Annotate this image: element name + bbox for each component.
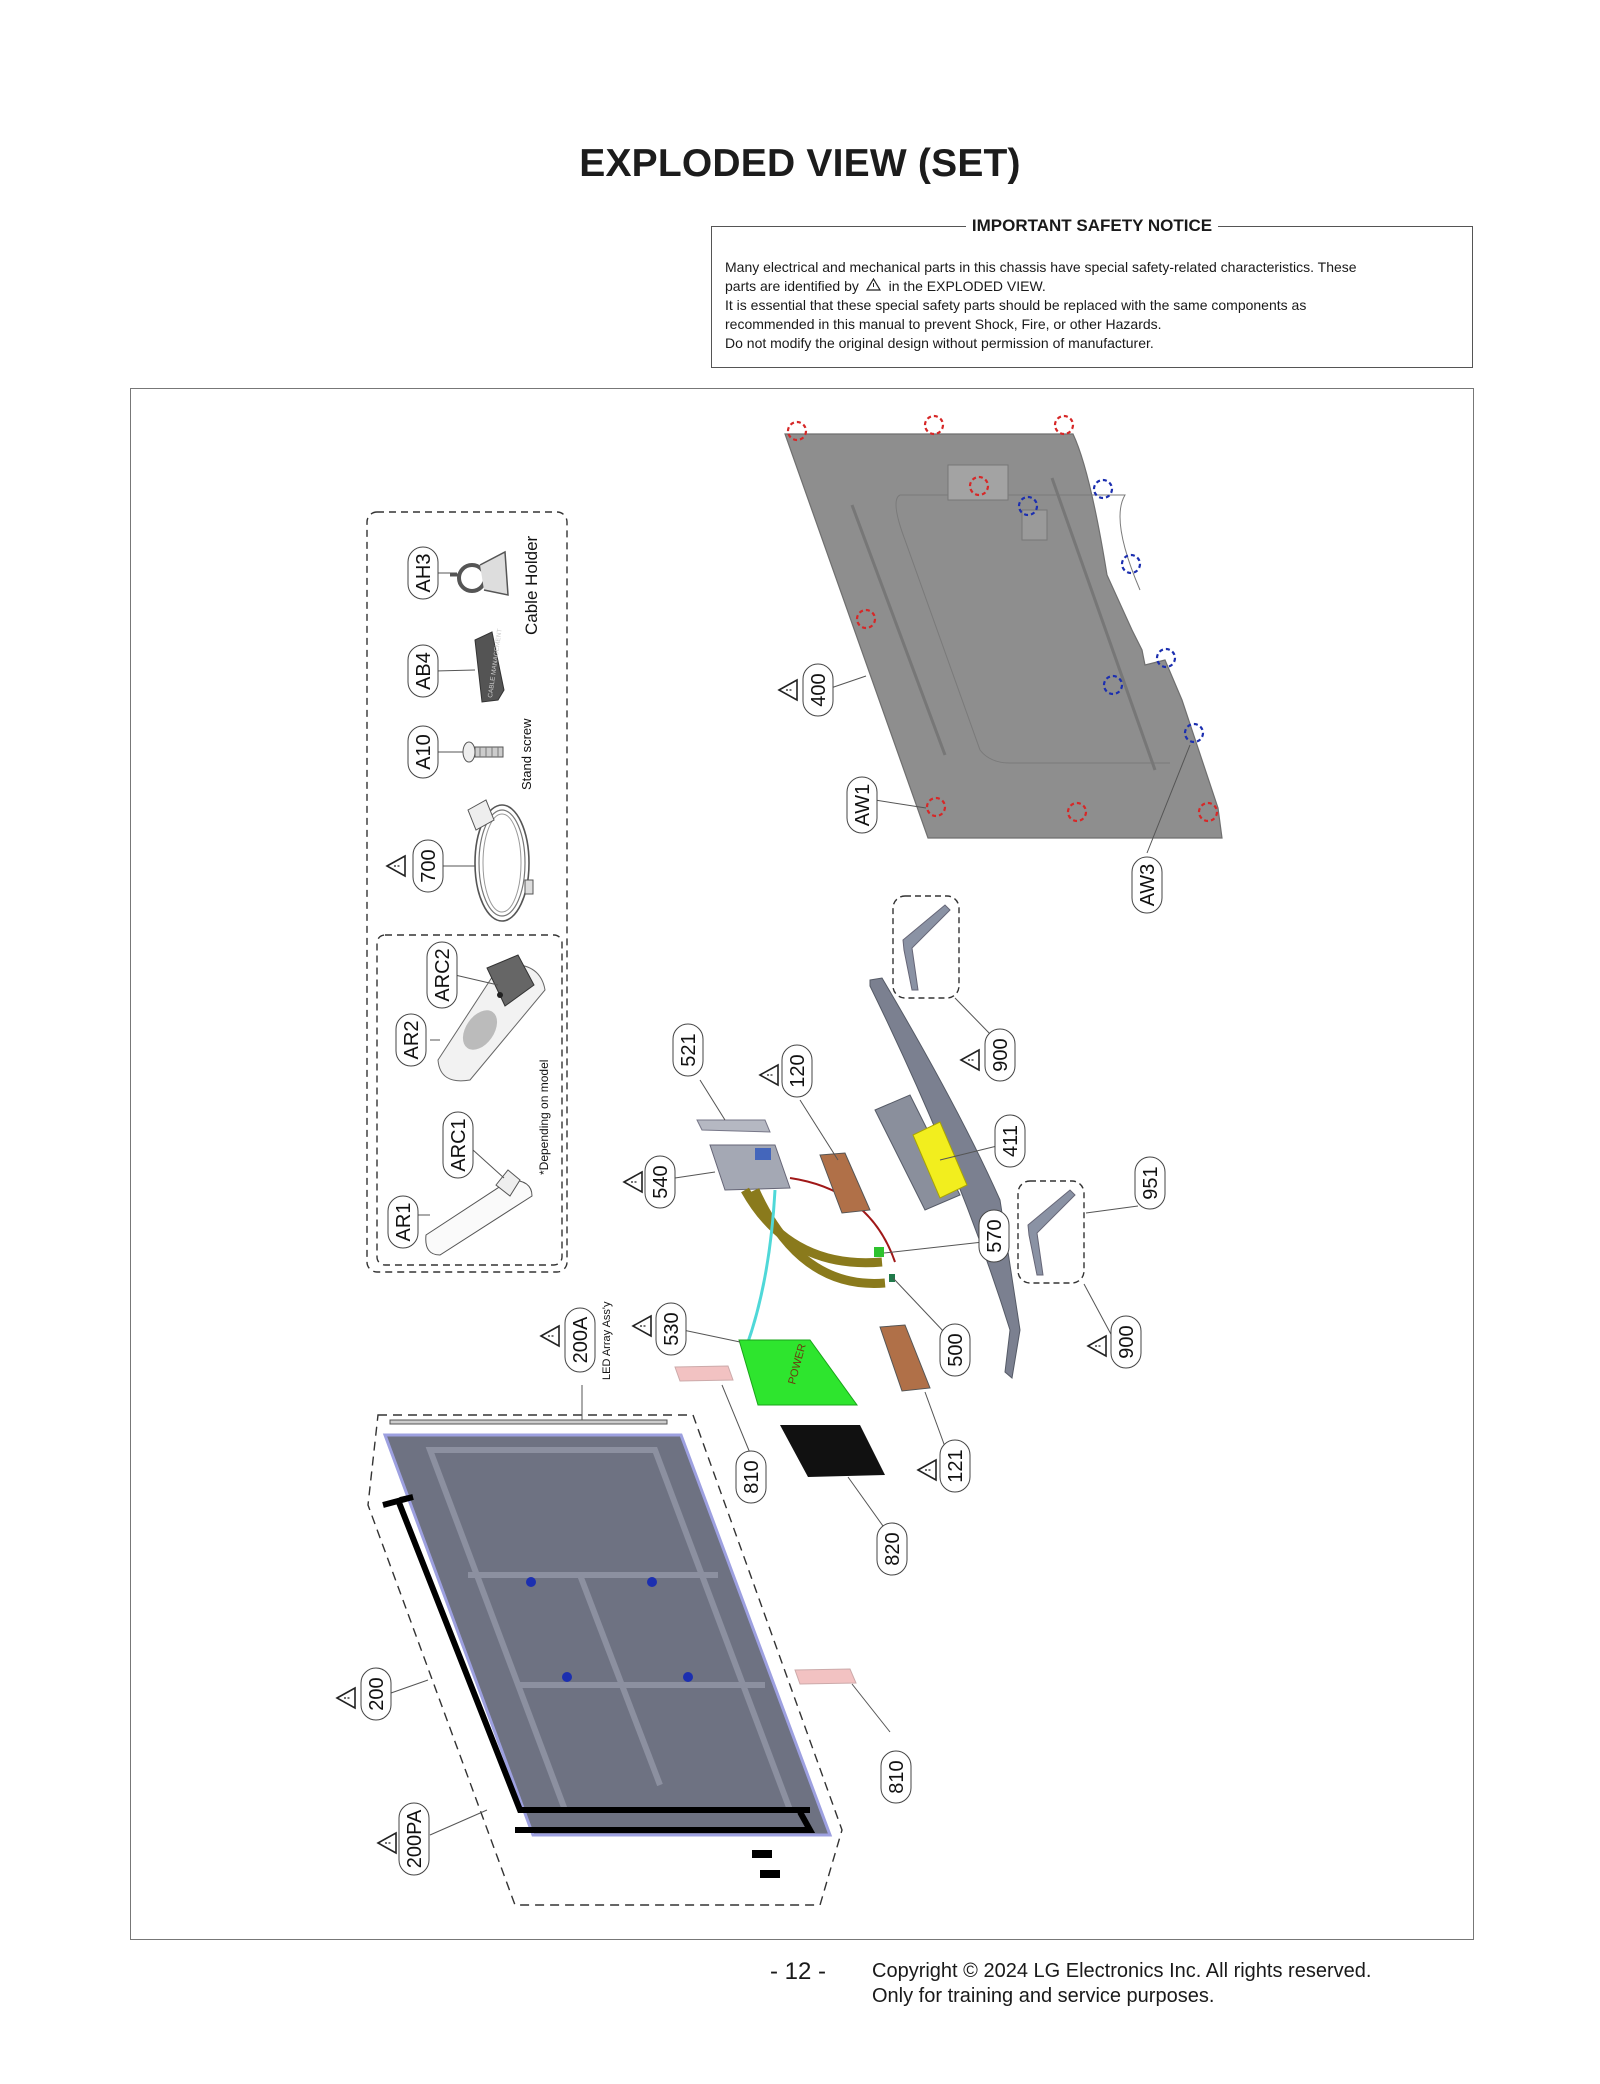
svg-text:810: 810 [741,1460,763,1494]
svg-text:ARC2: ARC2 [432,948,454,1002]
remote-control-1-icon [426,1180,532,1255]
svg-text:CABLE MANAGEMENT: CABLE MANAGEMENT [487,628,504,699]
callout-521[interactable] [673,1024,703,1076]
svg-text:200A: 200A [570,1316,592,1364]
warning-icon-200 [337,1688,355,1708]
notice-line-2-post: in the EXPLODED VIEW. [888,278,1046,294]
callout-AB4[interactable] [408,645,438,697]
callout-121[interactable] [940,1440,970,1492]
safety-notice-heading: IMPORTANT SAFETY NOTICE [966,216,1218,235]
callout-700[interactable] [413,840,443,892]
stand-lower-icon [1018,1181,1084,1283]
callout-530[interactable] [656,1303,686,1355]
svg-text:900: 900 [1116,1325,1138,1359]
callout-820[interactable] [877,1523,907,1575]
copyright-line-1: Copyright © 2024 LG Electronics Inc. All rights reserved. [872,1960,1372,1982]
svg-text:121: 121 [945,1449,967,1483]
insulator-sheet-icon [780,1425,885,1477]
speaker-121-icon [880,1325,930,1391]
cable-management-bar-icon [475,628,504,702]
main-board-icon [710,1145,790,1190]
callout-AR2[interactable] [396,1014,426,1066]
svg-text:ARC1: ARC1 [448,1118,470,1172]
led-array-icon [390,1420,667,1424]
ir-board-570-icon [874,1247,884,1257]
callout-ARC1[interactable] [443,1112,473,1178]
callout-540[interactable] [645,1156,675,1208]
svg-text:810: 810 [886,1760,908,1794]
speaker-120-icon [820,1153,870,1213]
callout-951[interactable] [1135,1157,1165,1209]
callout-120[interactable] [782,1045,812,1097]
svg-text:530: 530 [661,1312,683,1346]
cable-holder-caption: Cable Holder [522,535,541,635]
svg-text:570: 570 [984,1219,1006,1253]
stand-screw-icon [463,742,503,762]
notice-line-3: It is essential that these special safety parts should be replaced with the same components as [725,297,1307,313]
callout-900-upper[interactable] [985,1029,1015,1081]
warning-icon-400 [779,680,797,700]
svg-text:AB4: AB4 [413,652,435,690]
led-array-caption: LED Array Ass'y [601,1301,613,1380]
warning-icon-900-upper [961,1050,979,1070]
callout-200A[interactable] [565,1308,595,1372]
svg-text:120: 120 [787,1054,809,1088]
svg-text:AH3: AH3 [413,553,435,593]
stand-upper-icon [893,896,959,998]
callout-AW1[interactable] [847,777,877,833]
callout-400[interactable] [803,664,833,716]
callout-810-upper[interactable] [736,1451,766,1503]
label-810-lower-icon [795,1669,856,1684]
svg-text:411: 411 [1000,1125,1022,1157]
copyright-line-2: Only for training and service purposes. [872,1985,1215,2007]
svg-text:AW3: AW3 [1137,863,1159,907]
svg-text:AW1: AW1 [852,783,874,827]
svg-text:400: 400 [808,673,830,707]
notice-line-2-pre: parts are identified by [725,278,859,294]
callout-ARC2[interactable] [427,942,457,1008]
callout-AW3[interactable] [1132,857,1162,913]
page-number: - 12 - [770,1958,827,1985]
callout-200PA[interactable] [399,1803,429,1875]
callout-570[interactable] [979,1210,1009,1262]
warning-icon-700 [387,856,405,876]
warning-icon-120 [760,1065,778,1085]
callout-200[interactable] [361,1668,391,1720]
callout-411[interactable] [995,1115,1025,1167]
callout-AH3[interactable] [408,547,438,599]
svg-text:A10: A10 [413,734,435,770]
svg-text:AR1: AR1 [393,1202,415,1242]
svg-text:200PA: 200PA [404,1809,426,1869]
callout-900-lower[interactable] [1111,1316,1141,1368]
copyright-notice [872,1959,1371,2009]
svg-text:200: 200 [366,1677,388,1711]
svg-text:500: 500 [945,1333,967,1367]
cable-holder-icon [450,552,508,595]
notice-line-5: Do not modify the original design without permission of manufacturer. [725,335,1154,351]
stand-screw-caption: Stand screw [519,718,534,790]
svg-text:700: 700 [418,849,440,883]
svg-text:540: 540 [650,1165,672,1199]
depending-on-model-caption: *Depending on model [537,1059,551,1175]
svg-text:POWER: POWER [786,1342,809,1386]
page-title: EXPLODED VIEW (SET) [579,142,1021,185]
svg-text:951: 951 [1140,1166,1162,1200]
callout-AR1[interactable] [388,1196,418,1248]
notice-line-1: Many electrical and mechanical parts in this chassis have special safety-related characteristics. These [725,259,1357,275]
callout-500[interactable] [940,1324,970,1376]
warning-icon-540 [624,1172,642,1192]
warning-icon-121 [918,1460,936,1480]
callout-810-lower[interactable] [881,1751,911,1803]
back-cover-icon [785,434,1222,838]
svg-text:900: 900 [990,1038,1012,1072]
warning-icon-200A [541,1326,559,1346]
svg-text:521: 521 [678,1033,700,1067]
svg-text:820: 820 [882,1532,904,1566]
svg-text:AR2: AR2 [401,1020,423,1060]
warning-icon-530 [633,1316,651,1336]
connector-board-500-icon [889,1274,895,1282]
warning-icon-900-lower [1088,1336,1106,1356]
label-810-upper-icon [675,1366,733,1381]
notice-line-4: recommended in this manual to prevent Shock, Fire, or other Hazards. [725,316,1162,332]
power-board-icon [739,1340,857,1405]
callout-A10[interactable] [408,726,438,778]
warning-icon-200PA [378,1833,396,1853]
power-cord-icon [468,800,533,921]
bracket-521-icon [697,1120,770,1132]
